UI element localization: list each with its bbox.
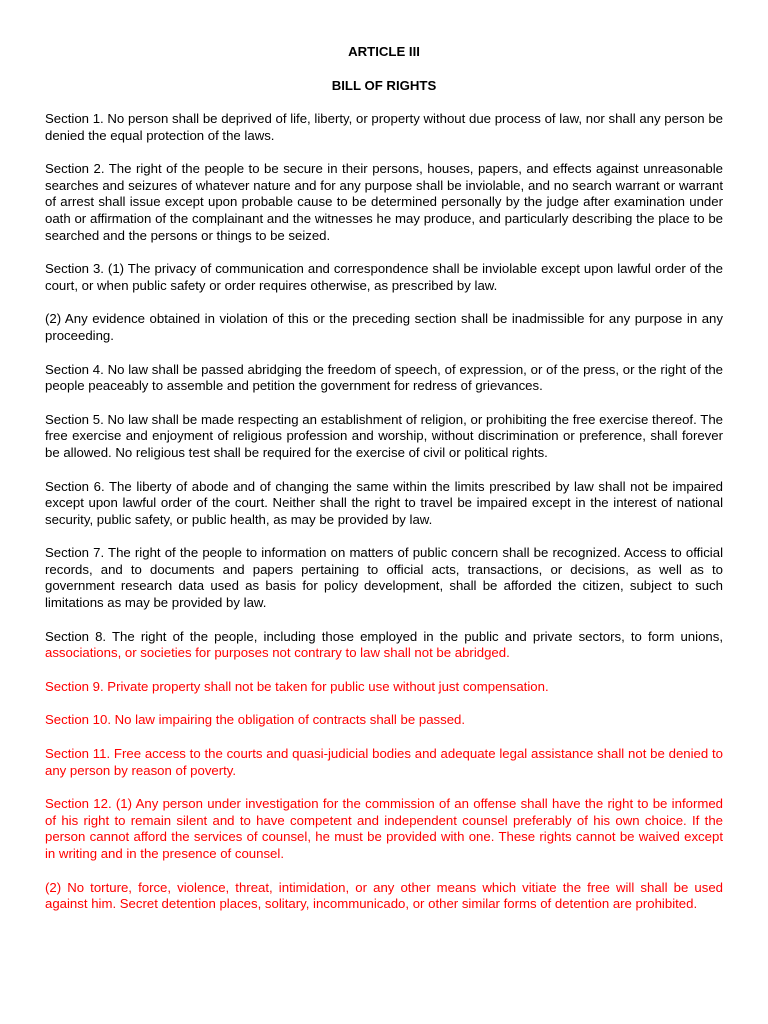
- section-7-paragraph: Section 7. The right of the people to information on matters of public concern shall be recognized. Access to official records, and to documents and papers pertaining to official acts, transactions, or decisions, as well as to government research data used as basis for policy development, shall be afforded the citizen, subject to such limitations as may be provided by law.: [45, 545, 723, 611]
- section-9-paragraph: Section 9. Private property shall not be taken for public use without just compensation.: [45, 678, 549, 694]
- section-2-paragraph: Section 2. The right of the people to be secure in their persons, houses, papers, and effects against unreasonable searches and seizures of whatever nature and for any purpose shall be inviolable, and no search warrant or warrant of arrest shall issue except upon probable cause to be determined personally by the judge after examination under oath or affirmation of the complainant and the witnesses he may produce, and particularly describing the place to be searched and the persons or things to be seized.: [45, 161, 723, 243]
- section-10-paragraph: Section 10. No law impairing the obligation of contracts shall be passed.: [45, 712, 466, 728]
- section-8-text-red: associations, or societies for purposes not contrary to law shall not be abridged.: [45, 645, 510, 661]
- section-8-text-black: Section 8. The right of the people, including those employed in the public and private sectors, to form unions,: [45, 628, 723, 644]
- section-11-paragraph: Section 11. Free access to the courts and quasi-judicial bodies and adequate legal assistance shall not be denied to any person by reason of poverty.: [45, 746, 723, 778]
- section-4-paragraph: Section 4. No law shall be passed abridging the freedom of speech, of expression, or of the press, or the right of the people peaceably to assemble and petition the government for redress of grievances.: [45, 361, 723, 394]
- section-8-paragraph: [45, 629, 723, 662]
- section-12-1-paragraph: Section 12. (1) Any person under investigation for the commission of an offense shall have the right to be informed of his right to remain silent and to have competent and independent counsel preferably of his own choice. If the person cannot afford the services of counsel, he must be provided with one. These rights cannot be waived except in writing and in the presence of counsel.: [45, 796, 723, 861]
- section-6-paragraph: Section 6. The liberty of abode and of changing the same within the limits prescribed by law shall not be impaired except upon lawful order of the court. Neither shall the right to travel be impaired except in the interest of national security, public safety, or public health, as may be provided by law.: [45, 478, 723, 527]
- section-5-paragraph: Section 5. No law shall be made respecting an establishment of religion, or prohibiting the free exercise thereof. The free exercise and enjoyment of religious profession and worship, without discrimination or preference, shall forever be allowed. No religious test shall be required for the exercise of civil or political rights.: [45, 411, 723, 460]
- section-12-2-paragraph: (2) No torture, force, violence, threat, intimidation, or any other means which vitiate the free will shall be used against him. Secret detention places, solitary, incommunicado, or other similar forms of detention are prohibited.: [45, 879, 723, 912]
- section-3-1-paragraph: Section 3. (1) The privacy of communication and correspondence shall be inviolable except upon lawful order of the court, or when public safety or order requires otherwise, as prescribed by law.: [45, 261, 723, 293]
- section-title: BILL OF RIGHTS: [331, 78, 437, 93]
- section-3-2-paragraph: (2) Any evidence obtained in violation of this or the preceding section shall be inadmissible for any purpose in any proceeding.: [45, 311, 723, 343]
- section-1-paragraph: Section 1. No person shall be deprived of life, liberty, or property without due process of law, nor shall any person be denied the equal protection of the laws.: [45, 111, 723, 143]
- article-title: ARTICLE III: [348, 44, 420, 59]
